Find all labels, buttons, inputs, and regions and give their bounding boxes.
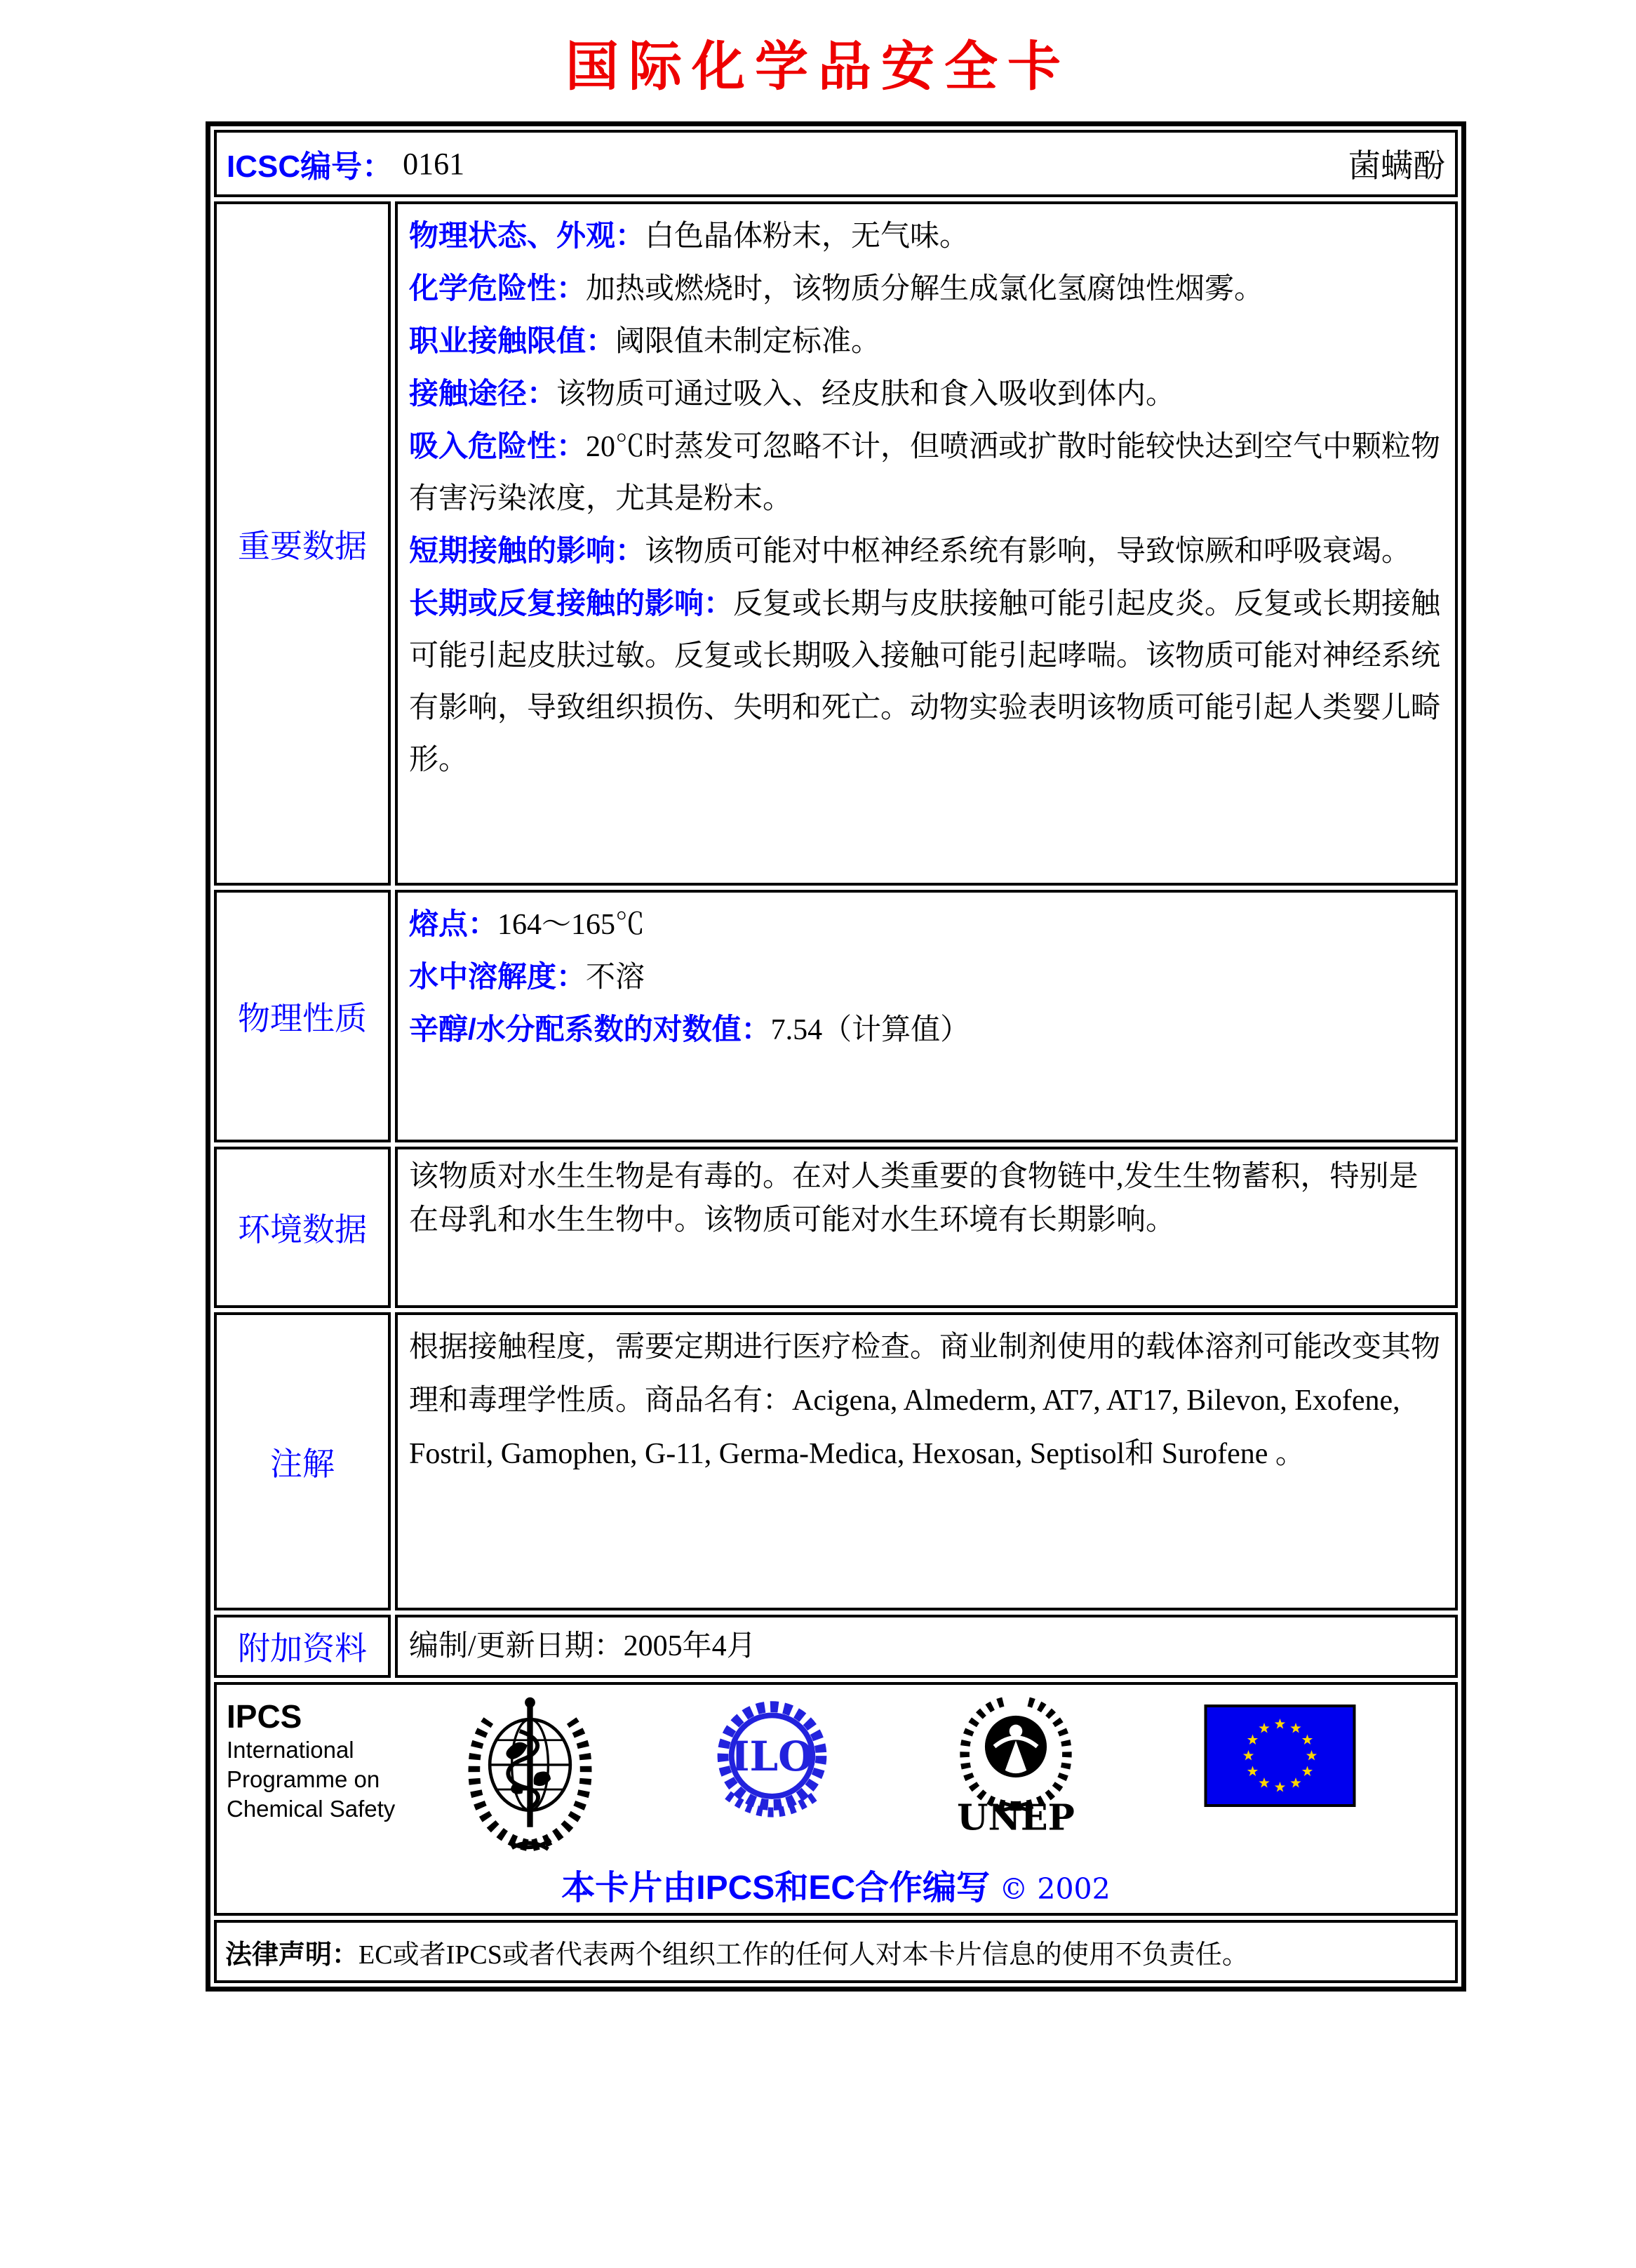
- ilo-letters: ILO: [730, 1733, 814, 1781]
- field-label: 辛醇/水分配系数的对数值：: [409, 1013, 771, 1046]
- section-label-physical-properties: [214, 890, 391, 1142]
- important-data-row: [214, 201, 1458, 886]
- environmental-data-content: [395, 1147, 1458, 1308]
- physical-properties-content: [395, 890, 1458, 1142]
- icsc-number-value: 0161: [403, 146, 465, 181]
- eu-flag-icon: [1204, 1705, 1356, 1807]
- field-label: 水中溶解度：: [409, 960, 586, 993]
- physical-property-item: [409, 898, 1444, 951]
- notes-content: [395, 1312, 1458, 1610]
- logos-row: [214, 1682, 1458, 1916]
- icsc-card: [206, 121, 1466, 1992]
- unep-logo-icon: [949, 1692, 1082, 1832]
- header-row: [214, 130, 1458, 197]
- chemical-name: 菌螨酚: [1348, 148, 1445, 184]
- section-label-text: 环境数据: [238, 1211, 367, 1248]
- field-label: 接触途径：: [409, 377, 557, 410]
- environmental-data-row: [214, 1147, 1458, 1308]
- important-data-item: [409, 578, 1444, 786]
- field-value: 164～165℃: [497, 909, 645, 941]
- section-label-environmental-data: [214, 1147, 391, 1308]
- important-data-item: [409, 315, 1444, 368]
- field-label: 短期接触的影响：: [409, 534, 645, 567]
- field-label: 化学危险性：: [409, 272, 586, 305]
- ipcs-subtitle-line: Chemical Safety: [227, 1796, 396, 1822]
- page-title: 国际化学品安全卡: [565, 35, 1071, 98]
- important-data-item: [409, 262, 1444, 315]
- additional-info-content: [395, 1615, 1458, 1678]
- logos-strip: [222, 1692, 1449, 1853]
- field-value: 7.54（计算值）: [770, 1014, 970, 1046]
- cooperation-caption: [222, 1860, 1449, 1909]
- who-logo-icon: [465, 1692, 595, 1853]
- copyright-text: © 2002: [999, 1872, 1111, 1906]
- physical-properties-row: [214, 890, 1458, 1142]
- icsc-header-cell: [214, 130, 1458, 197]
- field-label: 长期或反复接触的影响：: [409, 587, 734, 620]
- field-value: 20℃时蒸发可忽略不计，但喷洒或扩散时能较快达到空气中颗粒物有害污染浓度，尤其是粉末。: [409, 431, 1441, 515]
- section-label-text: 注解: [270, 1445, 335, 1482]
- caption-text: 本卡片由IPCS和EC合作编写: [561, 1869, 990, 1907]
- legal-text: EC或者IPCS或者代表两个组织工作的任何人对本卡片信息的使用不负责任。: [358, 1940, 1249, 1970]
- important-data-item: [409, 420, 1444, 525]
- section-label-additional-info: [214, 1615, 391, 1678]
- section-label-text: 重要数据: [238, 527, 367, 564]
- ipcs-subtitle-line: Programme on: [227, 1766, 380, 1792]
- section-label-notes: [214, 1312, 391, 1610]
- section-label-important-data: [214, 201, 391, 886]
- section-label-text: 物理性质: [238, 1000, 367, 1036]
- legal-notice: [214, 1920, 1458, 1983]
- section-label-text: 附加资料: [238, 1630, 367, 1667]
- notes-row: [214, 1312, 1458, 1610]
- field-label: 物理状态、外观：: [409, 219, 645, 252]
- ipcs-subtitle-line: International: [227, 1737, 354, 1763]
- important-data-item: [409, 210, 1444, 262]
- field-value: 该物质可能对中枢神经系统有影响，导致惊厥和呼吸衰竭。: [645, 535, 1412, 568]
- icsc-number-label: ICSC编号：: [227, 149, 394, 184]
- field-value: 阈限值未制定标准。: [615, 326, 881, 358]
- field-value: 该物质可通过吸入、经皮肤和食入吸收到体内。: [556, 378, 1176, 411]
- field-value: 不溶: [586, 961, 645, 994]
- important-data-content: [395, 201, 1458, 886]
- icsc-number-group: [227, 141, 464, 186]
- notes-text: 根据接触程度，需要定期进行医疗检查。商业制剂使用的载体溶剂可能改变其物理和毒理学性质。商品名有：Acigena, Almederm, AT7, AT17, Bilevon, Exofene, Fostril, Gamophen, G-11, Germa-Medica, Hexosan, Septisol和 Surofene 。: [409, 1331, 1441, 1470]
- ipcs-title: IPCS: [227, 1698, 302, 1735]
- logos-section: [214, 1682, 1458, 1916]
- field-label: 熔点：: [409, 907, 498, 940]
- important-data-item: [409, 525, 1444, 578]
- ilo-logo-icon: [711, 1692, 833, 1836]
- legal-row: [214, 1920, 1458, 1983]
- physical-property-item: [409, 1003, 1444, 1056]
- field-value: 加热或燃烧时，该物质分解生成氯化氢腐蚀性烟雾。: [586, 273, 1264, 305]
- additional-info-row: [214, 1615, 1458, 1678]
- field-value: 白色晶体粉末，无气味。: [645, 220, 970, 253]
- legal-label: 法律声明：: [225, 1940, 359, 1970]
- environmental-data-text: 该物质对水生生物是有毒的。在对人类重要的食物链中,发生生物蓄积，特别是在母乳和水生生物中。该物质可能对水生环境有长期影响。: [409, 1161, 1419, 1236]
- additional-info-text: 编制/更新日期：2005年4月: [409, 1630, 756, 1662]
- field-label: 职业接触限值：: [409, 324, 616, 357]
- physical-property-item: [409, 951, 1444, 1003]
- important-data-item: [409, 368, 1444, 420]
- field-value: 反复或长期与皮肤接触可能引起皮炎。反复或长期接触可能引起皮肤过敏。反复或长期吸入接触可能引起哮喘。该物质可能对神经系统有影响，导致组织损伤、失明和死亡。动物实验表明该物质可能引起人类婴儿畸形。: [409, 588, 1441, 776]
- field-label: 吸入危险性：: [409, 429, 586, 462]
- ipcs-text-block: [222, 1692, 437, 1824]
- unep-letters: UNEP: [957, 1796, 1075, 1832]
